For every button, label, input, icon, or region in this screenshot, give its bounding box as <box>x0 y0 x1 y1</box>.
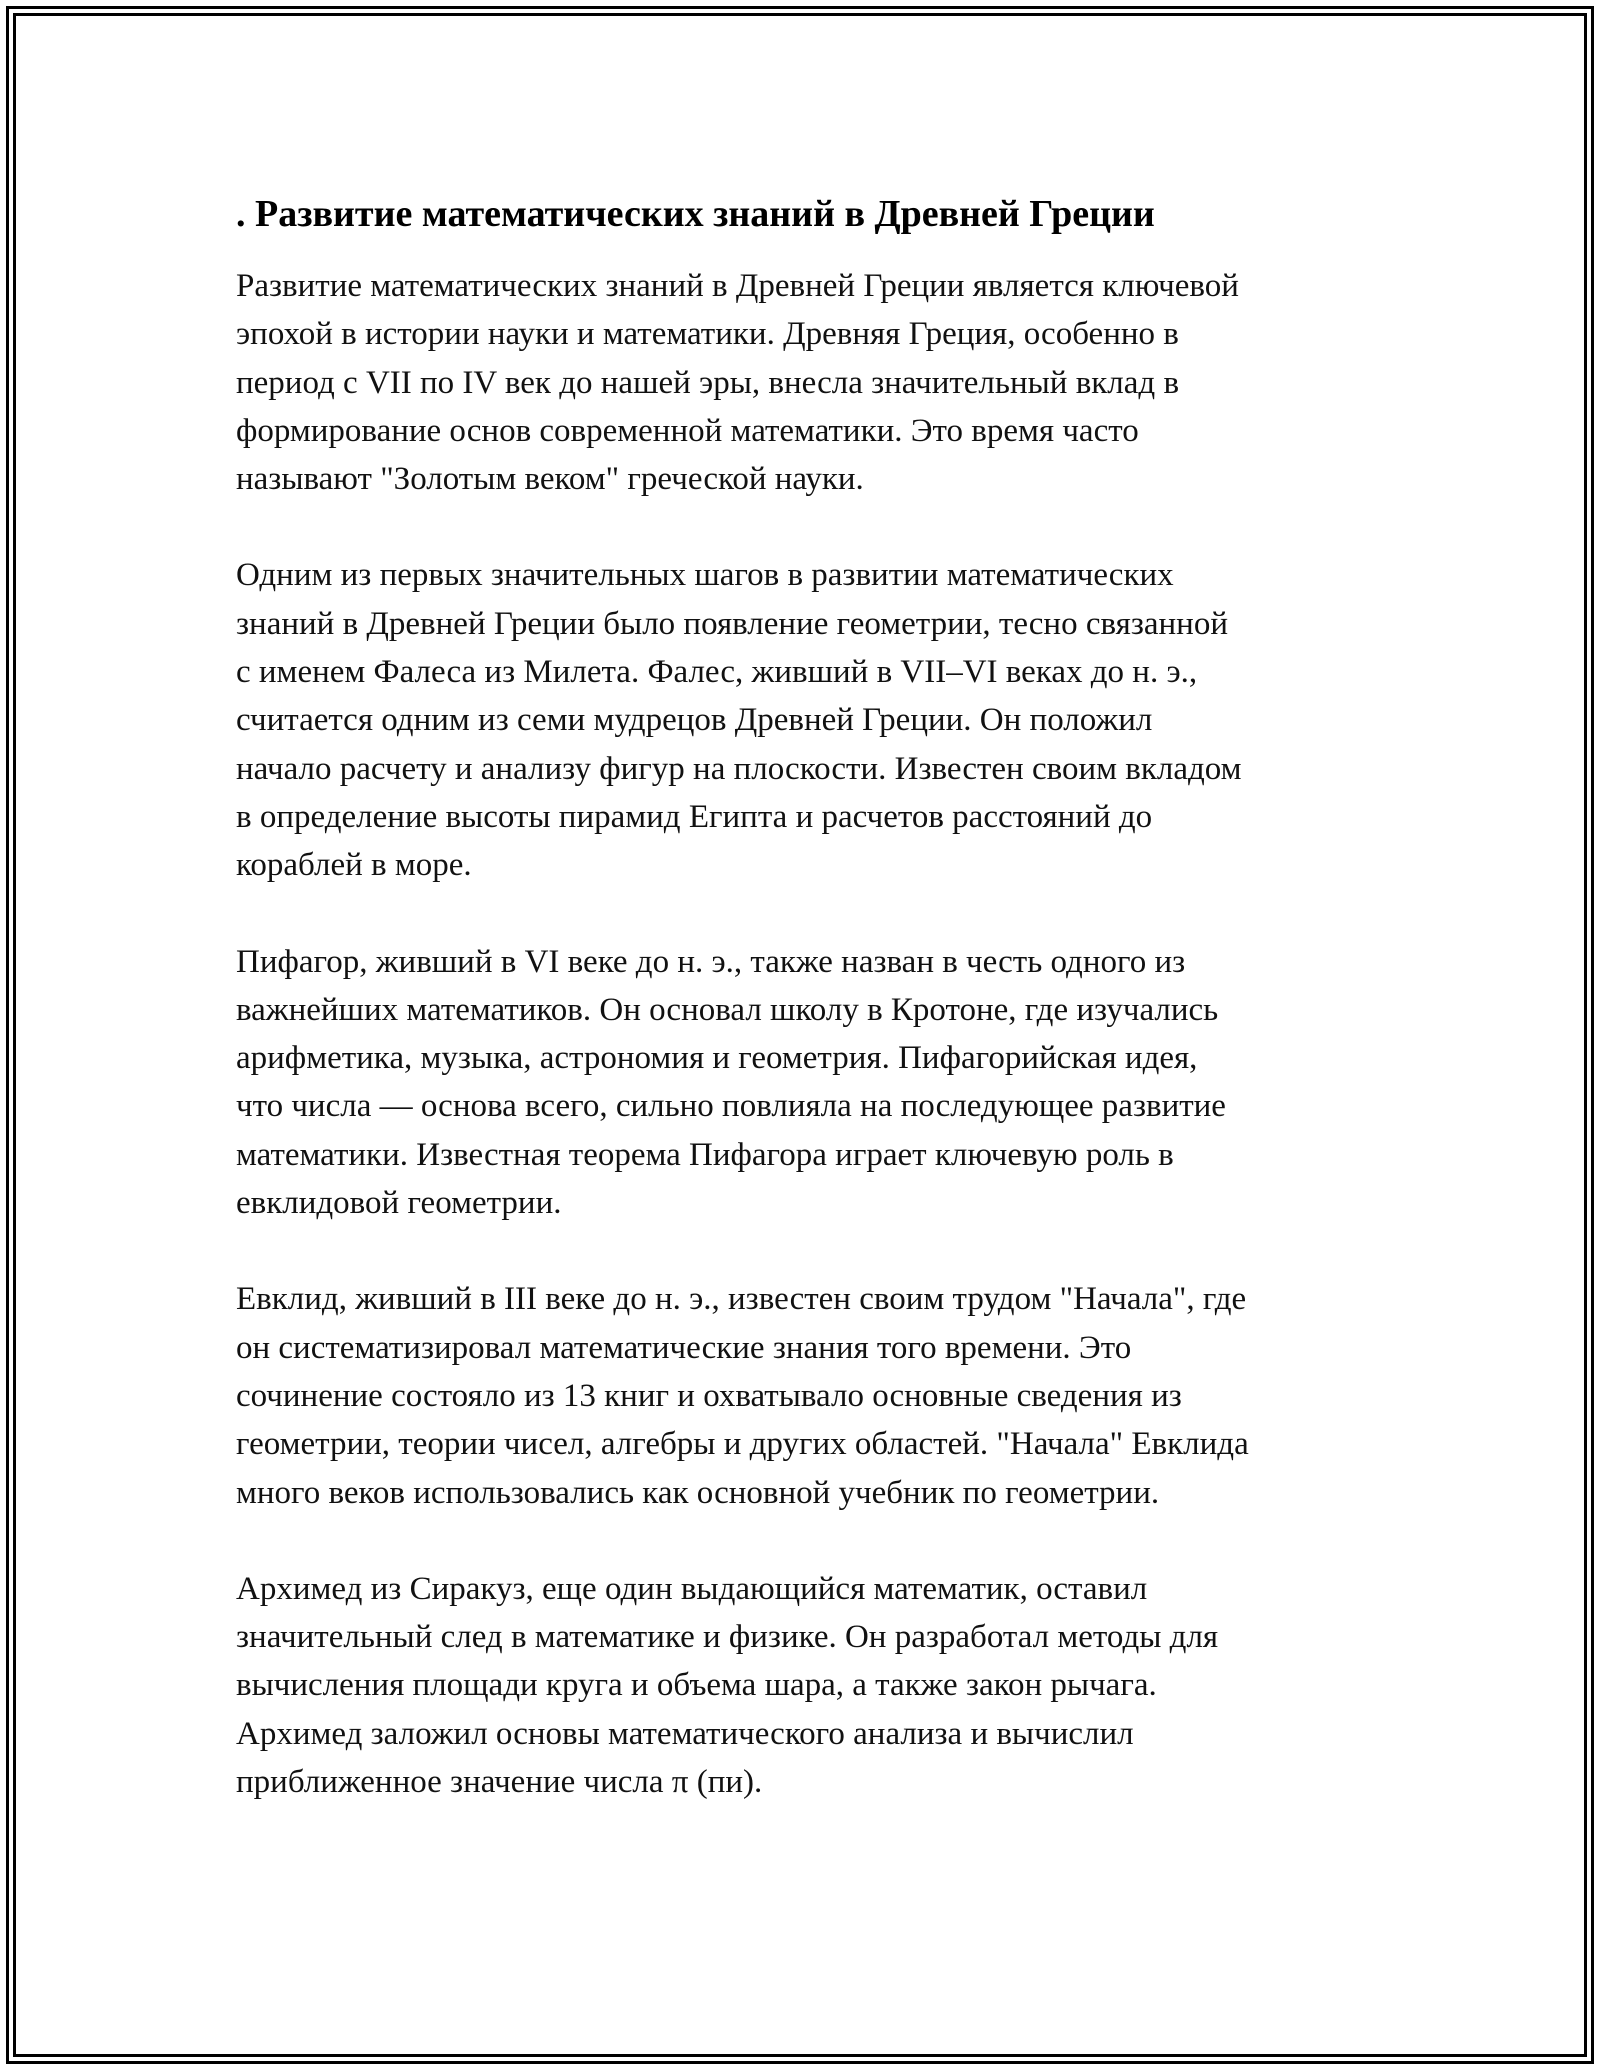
paragraph-thales: Одним из первых значительных шагов в развитии математических знаний в Древней Греции было появление геометрии, тесно связанной с именем Фалеса из Милета. Фалес, живший в VII–VI веках до н. э., считается одним из семи мудрецов Древней Греции. Он положил начало расчету и анализу фигур на плоскости. Известен своим вкладом в определение высоты пирамид Египта и расчетов расстояний до кораблей в море. <box>236 557 1242 884</box>
paragraph-pythagoras: Пифагор, живший в VI веке до н. э., также назван в честь одного из важнейших математиков. Он основал школу в Кротоне, где изучались арифметика, музыка, астрономия и геометрия. Пифагорийская идея, что числа — основа всего, сильно повлияла на последующее развитие математики. Известная теорема Пифагора играет ключевую роль в евклидовой геометрии. <box>236 943 1226 1222</box>
document-body <box>236 186 1386 1854</box>
document-title: . Развитие математических знаний в Древней Греции <box>236 193 1155 235</box>
paragraph-intro: Развитие математических знаний в Древней Греции является ключевой эпохой в истории науки и математики. Древняя Греция, особенно в период с VII по IV век до нашей эры, внесла значительный вклад в формирование основ современной математики. Это время часто называют "Золотым веком" греческой науки. <box>236 268 1239 498</box>
paragraph-archimedes: Архимед из Сиракуз, еще один выдающийся математик, оставил значительный след в математике и физике. Он разработал методы для вычисления площади круга и объема шара, а также закон рычага. Архимед заложил основы математического анализа и вычислил приближенное значение числа π (пи). <box>236 1570 1219 1801</box>
paragraph-euclid: Евклид, живший в III веке до н. э., известен своим трудом "Начала", где он систематизировал математические знания того времени. Это сочинение состояло из 13 книг и охватывало основные сведения из геометрии, теории чисел, алгебры и других областей. "Начала" Евклида много веков использовались как основной учебник по геометрии. <box>236 1281 1249 1511</box>
